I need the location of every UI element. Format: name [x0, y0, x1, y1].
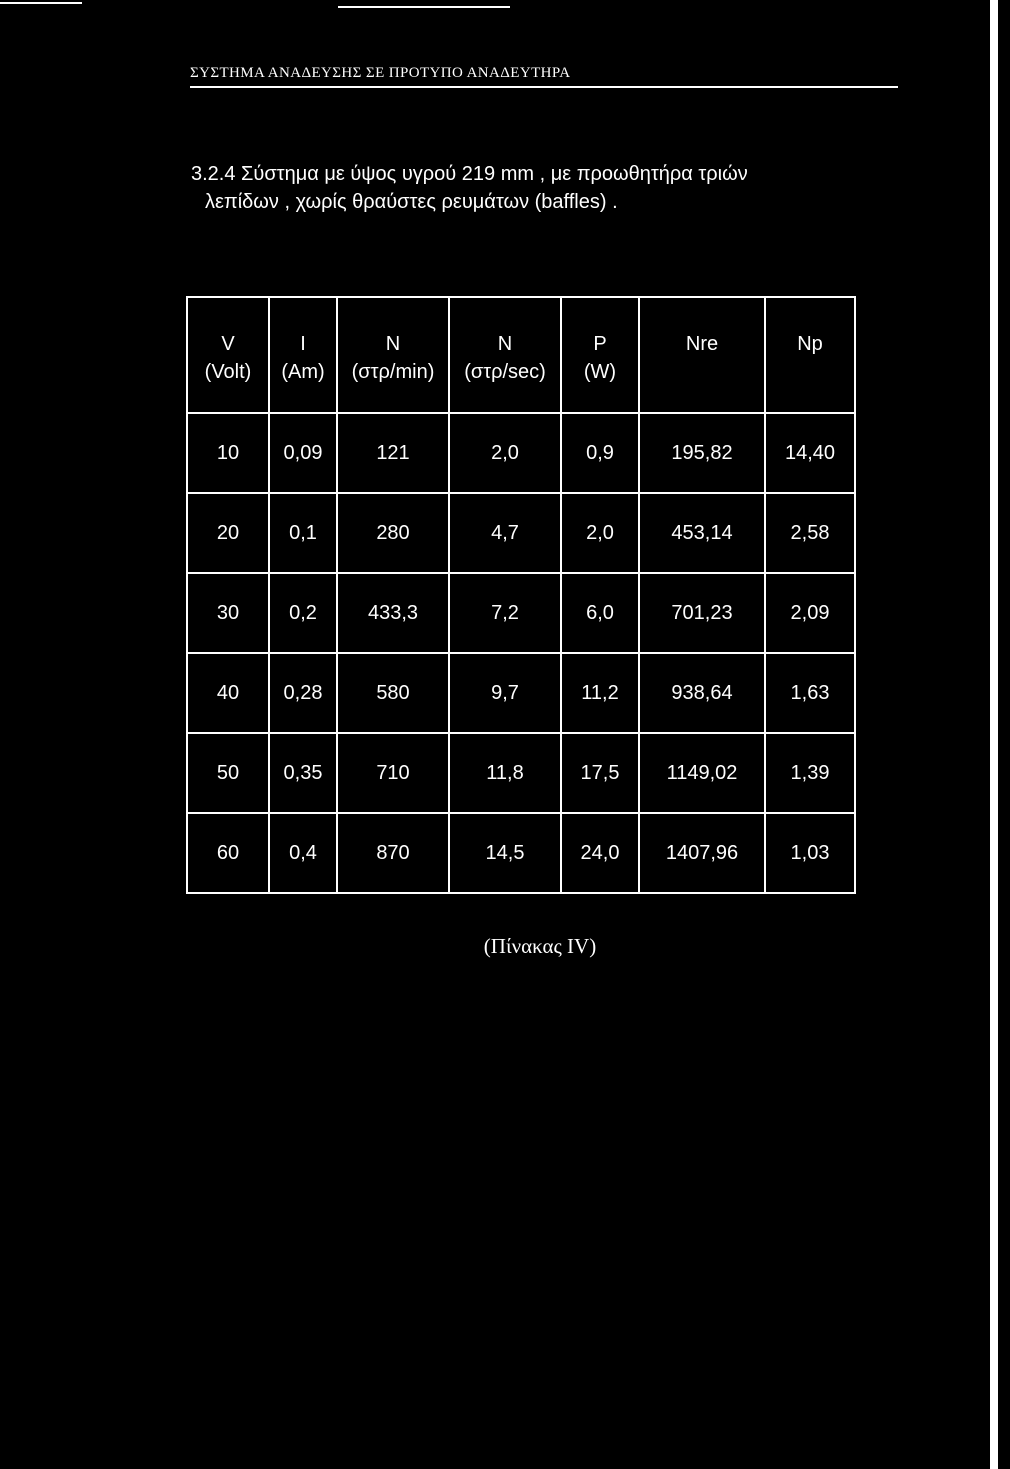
table-cell: 710: [337, 733, 449, 813]
table-cell: 14,40: [765, 413, 855, 493]
table-row: [187, 493, 855, 573]
column-unit: (στρ/min): [351, 361, 435, 383]
section-heading: [191, 160, 881, 216]
column-symbol: N: [385, 333, 401, 355]
table-caption: (Πίνακας IV): [483, 934, 597, 958]
table-cell: 11,8: [449, 733, 561, 813]
section-heading-line-2: λεπίδων , χωρίς θραύστες ρευμάτων (baffles) .: [205, 191, 618, 213]
table-cell: 1407,96: [639, 813, 765, 893]
table-cell: 1149,02: [639, 733, 765, 813]
column-symbol: Np: [797, 333, 823, 355]
table-cell: 2,58: [765, 493, 855, 573]
table-cell: 870: [337, 813, 449, 893]
section-heading-line-1: 3.2.4 Σύστημα με ύψος υγρού 219 mm , με προωθητήρα τριών: [191, 163, 748, 185]
column-symbol: Nre: [685, 333, 719, 355]
table-cell: 20: [187, 493, 269, 573]
table-cell: 2,0: [449, 413, 561, 493]
table-cell: 10: [187, 413, 269, 493]
column-unit: (Am): [281, 361, 325, 383]
column-unit: (στρ/sec): [464, 361, 546, 383]
table-row: [187, 413, 855, 493]
table-cell: 60: [187, 813, 269, 893]
table-cell: 0,09: [269, 413, 337, 493]
column-header: [187, 297, 269, 413]
table-cell: 11,2: [561, 653, 639, 733]
table-cell: 1,39: [765, 733, 855, 813]
table-cell: 24,0: [561, 813, 639, 893]
column-header: [337, 297, 449, 413]
table-cell: 433,3: [337, 573, 449, 653]
measurement-table: [186, 296, 856, 894]
column-header: [449, 297, 561, 413]
table-cell: 1,63: [765, 653, 855, 733]
column-symbol: N: [497, 333, 513, 355]
column-header: [561, 297, 639, 413]
table-cell: 938,64: [639, 653, 765, 733]
table-cell: 1,03: [765, 813, 855, 893]
running-header: [190, 64, 898, 88]
table-cell: 2,09: [765, 573, 855, 653]
column-symbol: P: [593, 333, 607, 355]
running-title: ΣΥΣΤΗΜΑ ΑΝΑΔΕΥΣΗΣ ΣΕ ΠΡΟΤΥΠΟ ΑΝΑΔΕΥΤΗΡΑ: [190, 65, 571, 81]
table-cell: 4,7: [449, 493, 561, 573]
scan-edge-line: [338, 6, 510, 8]
table-cell: 6,0: [561, 573, 639, 653]
table-cell: 580: [337, 653, 449, 733]
table-cell: 0,1: [269, 493, 337, 573]
table-cell: 0,4: [269, 813, 337, 893]
table-cell: 0,2: [269, 573, 337, 653]
table-cell: 121: [337, 413, 449, 493]
column-symbol: V: [221, 333, 235, 355]
column-unit: (Volt): [204, 361, 252, 383]
column-header: [765, 297, 855, 413]
table-cell: 453,14: [639, 493, 765, 573]
table-cell: 7,2: [449, 573, 561, 653]
table-cell: 280: [337, 493, 449, 573]
table-header-row: [187, 297, 855, 413]
column-unit: (W): [583, 361, 617, 383]
column-symbol: I: [300, 333, 306, 355]
table-cell: 0,9: [561, 413, 639, 493]
scan-edge-line: [0, 2, 82, 4]
table-cell: 14,5: [449, 813, 561, 893]
table-cell: 2,0: [561, 493, 639, 573]
table-cell: 0,35: [269, 733, 337, 813]
table-row: [187, 573, 855, 653]
table-row: [187, 813, 855, 893]
data-table-container: [186, 296, 856, 894]
table-cell: 50: [187, 733, 269, 813]
scan-edge-line: [990, 0, 998, 1469]
table-cell: 701,23: [639, 573, 765, 653]
table-cell: 40: [187, 653, 269, 733]
table-row: [187, 733, 855, 813]
table-row: [187, 653, 855, 733]
table-cell: 17,5: [561, 733, 639, 813]
table-cell: 9,7: [449, 653, 561, 733]
column-header: [269, 297, 337, 413]
column-header: [639, 297, 765, 413]
table-cell: 195,82: [639, 413, 765, 493]
table-cell: 30: [187, 573, 269, 653]
table-cell: 0,28: [269, 653, 337, 733]
